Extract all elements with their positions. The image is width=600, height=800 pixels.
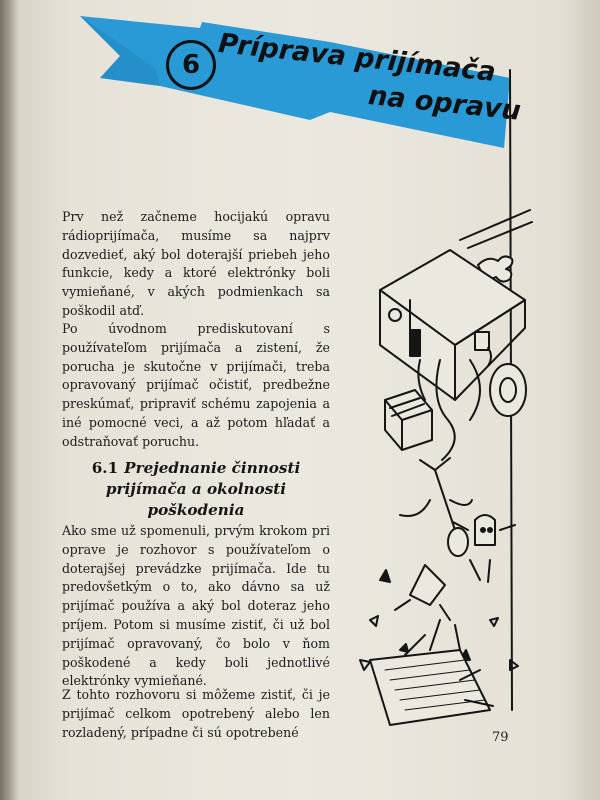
- page-gutter-shadow: [0, 0, 18, 800]
- section-number: 6.1: [91, 459, 119, 477]
- paragraph-conversation: Ako sme už spomenuli, prvým krokom pri oprave je rozhovor s používateľom o doterajšej prevádzke prijímača. Ide tu predovšetkým o to, ako dávno sa už prijímač používa a aký bol doteraz jeho príjem. Potom si musíme zistiť, či už bol prijímač opravovaný, čo bolo v ňom poškodené a kedy boli jednotlivé elektrónky vymieňané.: [62, 523, 330, 689]
- section-heading: [62, 458, 330, 521]
- falling-radio-illustration-icon: [340, 60, 540, 740]
- chapter-number: 6: [166, 40, 216, 90]
- paragraph-preparation: Po úvodnom prediskutovaní s používateľom prijímača a zistení, že porucha je skutočne v prijímači, treba opravovaný prijímač očistiť, predbežne preskúmať, pripraviť schému zapojenia a iné pomocné veci, a až potom hľadať a odstraňovať poruchu.: [62, 321, 330, 449]
- paragraph-wear: Z tohto rozhovoru si môžeme zistiť, či je prijímač celkom opotrebený alebo len rozladený, prípadne či sú opotrebené: [62, 687, 330, 740]
- section-title: Prejednanie činnosti prijímača a okolnosti poškodenia: [105, 459, 301, 519]
- page-number: 79: [492, 730, 509, 745]
- paragraph-intro: Prv než začneme hocijakú opravu rádioprijímača, musíme sa najprv dozvedieť, aký bol doterajší priebeh jeho funkcie, kedy a ktoré elektrónky boli vymieňané, v akých podmienkach sa poškodil atď.: [62, 209, 330, 318]
- chapter-title-line1: Príprava prijímača: [216, 28, 498, 88]
- chapter-title-line2: na opravu: [366, 80, 523, 127]
